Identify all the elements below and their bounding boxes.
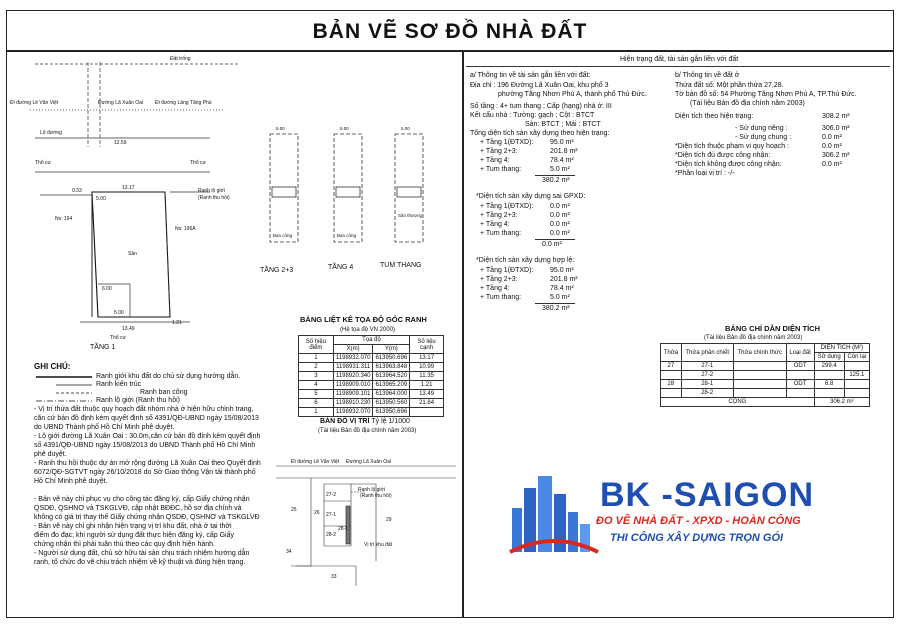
info-a-row-value: 5.0 m²: [550, 166, 570, 173]
info-a-row-value: 95.0 m²: [550, 267, 574, 274]
coords-row: [299, 390, 444, 399]
notes-line: Hồ Chí Minh phê duyệt.: [34, 478, 108, 485]
area-h-thua: Thửa: [661, 344, 682, 362]
area-cell: [814, 371, 844, 380]
label-ns194: Ns: 194: [55, 216, 73, 222]
dim-1349: 13.49: [122, 326, 135, 332]
brand-logo: [508, 468, 818, 556]
info-a-line: Tổng diện tích sàn xây dựng theo hiện trạng:: [470, 130, 610, 137]
loc-parcel-25: 25: [291, 507, 297, 513]
info-b-row-value: 0.0 m²: [822, 161, 842, 168]
info-a-row-label: + Tầng 2+3:: [480, 212, 518, 219]
label-tho-cu-1: Thổ cư: [35, 160, 51, 166]
info-a-row-value: 0.0 m²: [550, 230, 570, 237]
area-title: BẢNG CHỈ DẪN DIỆN TÍCH: [725, 324, 820, 333]
info-a-line: Kết cấu nhà : Tường: gạch ; Cột : BTCT: [470, 112, 595, 119]
info-a-row-label: + Tầng 2+3:: [480, 276, 518, 283]
area-total: 306.2 m²: [814, 398, 869, 407]
info-a-row-value: 0.0 m²: [550, 221, 570, 228]
area-cell: [786, 371, 814, 380]
site-plan: [10, 52, 460, 352]
coords-cell: 4: [299, 381, 334, 390]
tum-san-thuong: Sân thượng: [398, 213, 422, 218]
info-b-row-value: 308.2 m²: [822, 113, 850, 120]
area-cell: [733, 362, 786, 371]
legend-lines: [36, 373, 96, 409]
coords-cell: 13.49: [410, 390, 444, 399]
loc-scale: Tỷ lệ 1/1000: [371, 418, 410, 425]
area-cell: [661, 371, 682, 380]
info-a-total-rule: [535, 303, 575, 304]
info-a-row-label: + Tầng 4:: [480, 285, 510, 292]
coords-h-edge: Số liệu cạnh: [410, 336, 444, 354]
area-h-con-lai: Còn lại: [844, 353, 869, 362]
brand-buildings-icon: [508, 468, 600, 556]
label-tho-cu-2: Thổ cư: [190, 160, 206, 166]
info-a-total: 0.0 m²: [542, 241, 562, 248]
tum-width: 5.00: [401, 126, 410, 131]
loc-parcel-34: 34: [286, 549, 292, 555]
area-cell: [661, 389, 682, 398]
info-a-row-value: 95.0 m²: [550, 139, 574, 146]
info-b-row-label: - Sử dụng chung :: [735, 134, 792, 141]
dim-500: 5.00: [96, 196, 106, 202]
area-cell: 27-1: [681, 362, 733, 371]
coords-h-y: Y(m): [373, 345, 410, 354]
info-a-total: 380.2 m²: [542, 177, 570, 184]
info-a-total-rule: [535, 175, 575, 176]
area-row: [661, 389, 870, 398]
coords-cell: 613964.000: [373, 390, 410, 399]
info-a-row-value: 201.8 m²: [550, 148, 578, 155]
area-total-label: CỘNG: [661, 398, 815, 407]
notes-line: không có giá trị thay thế Giấy chứng nhận QSDĐ, QSHNƠ và TSKGLVĐ: [34, 514, 260, 521]
loc-source: (Tài liệu Bản đồ địa chính năm 2003): [318, 428, 417, 434]
label-tang1: TẦNG 1: [90, 344, 116, 351]
legend-1: Ranh giới khu đất do chủ sử dụng hướng dẫn.: [96, 373, 241, 380]
right-header-rule: [466, 66, 890, 67]
info-b-row-value: 0.0 m²: [822, 143, 842, 150]
notes-line: - Vị trí thửa đất thuộc quy hoạch đất nhóm nhà ở hiện hữu chỉnh trang,: [34, 406, 254, 413]
info-b-row-value: 0.0 m²: [822, 134, 842, 141]
dim-1317: 13.17: [122, 185, 135, 191]
notes-line: chứng nhận thì phải tuân thủ theo các quy định hiện hành.: [34, 541, 215, 548]
label-tum-thang: TUM THANG: [380, 262, 422, 269]
area-cell: 125.1: [844, 371, 869, 380]
info-a-block-title: *Diện tích sàn xây dựng hợp lệ:: [476, 257, 575, 264]
notes-line: - Lộ giới đường Lã Xuân Oai : 30.0m,căn cứ bản đồ đính kèm quyết định: [34, 433, 261, 440]
info-a-row-value: 0.0 m²: [550, 203, 570, 210]
coords-cell: 1198910.230: [333, 399, 373, 408]
coords-row: [299, 363, 444, 372]
info-a-row-label: + Tum thang:: [480, 230, 522, 237]
info-a-row-value: 78.4 m²: [550, 285, 574, 292]
area-h-dien-tich: DIỆN TÍCH (M²): [814, 344, 869, 353]
label-tang4: TẦNG 4: [328, 264, 354, 271]
info-a-row-label: + Tầng 1(ĐTXD):: [480, 139, 534, 146]
notes-line: căn cứ bản đồ định kèm quyết định số 4391/QĐ-UBND ngày 15/08/2013: [34, 415, 259, 422]
coords-row: [299, 354, 444, 363]
area-cell: 28: [661, 380, 682, 389]
notes-line: - Người sử dụng đất, chủ sở hữu tài sản chịu trách nhiệm hướng dẫn: [34, 550, 250, 557]
coords-h-point: Số hiệu điểm: [299, 336, 334, 354]
info-b-line: Thửa đất số: Một phần thửa 27,28.: [675, 82, 784, 89]
notes-line: - Ranh thu hồi thuộc dự án mở rộng đường Lã Xuân Oai theo Quyết định: [34, 460, 261, 467]
coords-cell: 613964.520: [373, 372, 410, 381]
label-lo-duong: Lộ đường: [40, 130, 62, 136]
coords-row: [299, 399, 444, 408]
label-san: Sân: [128, 251, 137, 257]
coords-cell: 5: [299, 390, 334, 399]
info-a-row-value: 78.4 m²: [550, 157, 574, 164]
area-row: [661, 380, 870, 389]
dim-1259: 12.59: [114, 140, 127, 146]
area-cell: [733, 380, 786, 389]
area-cell: [844, 389, 869, 398]
info-b-heading: b/ Thông tin về đất ở: [675, 72, 740, 79]
info-b-row-label: *Diện tích không được công nhận:: [675, 161, 782, 168]
loc-parcel-26: 26: [314, 510, 320, 516]
coords-h-toado: Tọa độ: [333, 336, 409, 345]
coords-cell: 1: [299, 354, 334, 363]
area-cell: [733, 371, 786, 380]
coords-cell: 1.21: [410, 381, 444, 390]
coords-subtitle: (Hệ tọa độ VN 2000): [340, 327, 396, 333]
info-b-row-label: *Diện tích thuộc phạm vi quy hoạch :: [675, 143, 790, 150]
dim-033: 0.33: [72, 188, 82, 194]
coords-table: [298, 335, 444, 417]
loc-thu-hoi: (Ranh thu hồi): [360, 493, 392, 499]
loc-title: [320, 418, 410, 427]
area-cell: [844, 380, 869, 389]
coords-cell: 11.35: [410, 372, 444, 381]
area-cell: [844, 362, 869, 371]
info-a-row-value: 5.0 m²: [550, 294, 570, 301]
coords-cell: [410, 408, 444, 417]
loc-vi-tri: Vị trí khu đất: [364, 542, 393, 548]
area-row: [661, 362, 870, 371]
area-h-su-dung: Sử dụng: [814, 353, 844, 362]
info-a-line: phường Tăng Nhơn Phú A, thành phố Thủ Đức.: [498, 91, 647, 98]
dim-500b: 5.00: [114, 310, 124, 316]
area-cell: 28-1: [681, 380, 733, 389]
coords-cell: 613950.696: [373, 408, 410, 417]
coords-cell: 613963.848: [373, 363, 410, 372]
legend-2: Ranh kiến trúc: [96, 381, 142, 388]
street-lang-tang-phu: Đi đường Làng Tăng Phú: [155, 100, 212, 106]
loc-parcel-272: 27-2: [326, 492, 337, 498]
info-a-line: Sàn: BTCT ; Mái : BTCT: [525, 121, 601, 128]
area-cell: 299.4: [814, 362, 844, 371]
area-h-loai-dat: Loại đất: [786, 344, 814, 362]
coords-row: [299, 408, 444, 417]
coords-row: [299, 372, 444, 381]
info-b-row-value: 306.2 m²: [822, 152, 850, 159]
street-le-xuan-oai: Đường Lã Xuân Oai: [98, 100, 143, 106]
area-cell: [786, 389, 814, 398]
notes-line: do UBND Thành phố Hồ Chí Minh phê duyệt.: [34, 424, 175, 431]
info-a-row-value: 201.8 m²: [550, 276, 578, 283]
info-b-row-label: - Sử dụng riêng :: [735, 125, 788, 132]
area-h-chinh-thuc: Thửa chính thức: [733, 344, 786, 362]
center-divider: [462, 51, 464, 618]
info-a-row-label: + Tầng 1(ĐTXD):: [480, 267, 534, 274]
coords-cell: 613950.560: [373, 399, 410, 408]
t23-width: 5.00: [276, 126, 285, 131]
info-a-row-label: + Tầng 2+3:: [480, 148, 518, 155]
legend-4: Ranh lộ giới (Ranh thu hồi): [96, 397, 180, 404]
coords-cell: 6: [299, 399, 334, 408]
page-title: BẢN VẼ SƠ ĐỒ NHÀ ĐẤT: [312, 20, 588, 43]
coords-cell: 2: [299, 363, 334, 372]
area-cell: 27: [661, 362, 682, 371]
info-a-block-title: *Diện tích sàn xây dựng sai GPXD:: [476, 193, 586, 200]
info-a-line: Địa chỉ : 196 Đường Lã Xuân Oai, khu phố 3: [470, 82, 609, 89]
label-ranh-lo-gioi: Ranh lộ giới: [198, 188, 225, 194]
area-cell: 28-2: [681, 389, 733, 398]
right-header: Hiện trạng đất, tài sản gắn liền với đất: [620, 56, 739, 63]
area-cell: ODT: [786, 362, 814, 371]
dim-121: 1.21: [172, 320, 182, 326]
info-a-total: 380.2 m²: [542, 305, 570, 312]
label-ns196a: Ns: 196A: [175, 226, 196, 232]
loc-parcel-33: 33: [331, 574, 337, 580]
coords-row: [299, 381, 444, 390]
coords-cell: 613965.209: [373, 381, 410, 390]
coords-cell: 1: [299, 408, 334, 417]
label-tho-cu-3: Thổ cư: [110, 335, 126, 341]
street-le-van-viet: Đi đường Lê Văn Việt: [10, 100, 59, 106]
info-b-line: (Tài liệu Bản đồ địa chính năm 2003): [690, 100, 805, 107]
notes-line: phê duyệt.: [34, 451, 67, 458]
info-a-row-label: + Tầng 4:: [480, 157, 510, 164]
label-tang23: TẦNG 2+3: [260, 267, 294, 274]
coords-h-x: X(m): [333, 345, 373, 354]
coords-cell: 613950.696: [373, 354, 410, 363]
info-b-row-value: 306.0 m²: [822, 125, 850, 132]
info-b-row-label: Diện tích theo hiện trạng:: [675, 113, 754, 120]
coords-cell: 1198909.010: [333, 381, 373, 390]
notes-line: - Bản vẽ này chỉ phục vụ cho công tác đăng ký, cấp Giấy chứng nhận: [34, 496, 250, 503]
loc-parcel-29: 29: [386, 517, 392, 523]
notes-line: 6072/QĐ-SGTVT ngày 26/10/2018 do Sở Giao thông Vận tải thành phố: [34, 469, 256, 476]
area-cell: ODT: [786, 380, 814, 389]
notes-line: số 4391/QĐ-UBND ngày 15/08/2013 do UBND Thành phố Hồ Chí Minh: [34, 442, 256, 449]
location-map: [276, 436, 456, 586]
coords-cell: 1198932.070: [333, 354, 373, 363]
brand-name: BK -SAIGON: [600, 476, 814, 514]
loc-ranh: Ranh lộ giới: [358, 487, 385, 493]
info-b-row-label: *Diện tích đủ được công nhận:: [675, 152, 771, 159]
notes-line: - Bản vẽ này chỉ ghi nhận hiện trạng vị trí khu đất, nhà ở tại thời: [34, 523, 232, 530]
coords-cell: 3: [299, 372, 334, 381]
t4-ban-cong: Ban công: [337, 233, 357, 238]
t4-width: 5.00: [340, 126, 349, 131]
info-a-row-value: 0.0 m²: [550, 212, 570, 219]
loc-parcel-271: 27-1: [326, 512, 337, 518]
legend-3: Ranh ban công: [140, 389, 188, 396]
brand-line2: THI CÔNG XÂY DỰNG TRỌN GÓI: [610, 532, 784, 544]
label-ranh-thu-hoi: (Ranh thu hồi): [198, 195, 230, 201]
info-a-row-label: + Tầng 1(ĐTXD):: [480, 203, 534, 210]
coords-cell: 1198931.311: [333, 363, 373, 372]
notes-heading: GHI CHÚ:: [34, 362, 71, 371]
info-a-row-label: + Tum thang:: [480, 166, 522, 173]
dim-600: 6.00: [102, 286, 112, 292]
notes-line: QSDĐ, QSHNƠ và TSKGLVĐ, cập nhật BĐĐC, hồ sơ địa chính và: [34, 505, 242, 512]
coords-cell: 13.17: [410, 354, 444, 363]
loc-parcel-282: 28-2: [326, 532, 337, 538]
info-b-line: Tờ bản đồ số: 54 Phường Tăng Nhơn Phú A, TP.Thủ Đức.: [675, 91, 857, 98]
coords-cell: 1198932.070: [333, 408, 373, 417]
loc-parcel-281: 28-1: [338, 526, 349, 532]
coords-cell: 10.99: [410, 363, 444, 372]
area-subtitle: (Tài liệu Bản đồ địa chính năm 2003): [704, 335, 803, 341]
brand-line1: ĐO VẼ NHÀ ĐẤT - XPXD - HOÀN CÔNG: [596, 515, 801, 527]
info-a-total-rule: [535, 239, 575, 240]
coords-cell: 1198909.101: [333, 390, 373, 399]
coords-title: BẢNG LIỆT KÊ TỌA ĐỘ GÓC RANH: [300, 315, 427, 324]
info-a-line: Số tầng : 4+ tum thang ; Cấp (hạng) nhà ở: III: [470, 103, 612, 110]
area-cell: 27-2: [681, 371, 733, 380]
area-cell: [733, 389, 786, 398]
coords-cell: 1198920.340: [333, 372, 373, 381]
info-a-row-label: + Tum thang:: [480, 294, 522, 301]
notes-line: ranh, tổ chức đo vẽ chịu trách nhiệm về kỹ thuật và đúng hiện trạng.: [34, 559, 246, 566]
info-a-heading: a/ Thông tin về tài sản gắn liền với đất:: [470, 72, 591, 79]
info-b-row-label: *Phân loại vị trí : -/-: [675, 170, 735, 177]
area-h-phan-chiet: Thửa phân chiết: [681, 344, 733, 362]
t23-ban-cong: Ban công: [273, 233, 293, 238]
area-cell: [814, 389, 844, 398]
area-cell: 6.8: [814, 380, 844, 389]
loc-street-1: Đi đường Lê Văn Việt: [291, 459, 340, 465]
loc-title-text: BẢN ĐỒ VỊ TRÍ: [320, 418, 370, 425]
info-a-row-label: + Tầng 4:: [480, 221, 510, 228]
area-row: [661, 371, 870, 380]
loc-street-2: Đường Lã Xuân Oai: [346, 459, 391, 465]
notes-line: điểm đo đạc; khi người sử dụng đất thực hiện đăng ký, cấp Giấy: [34, 532, 234, 539]
coords-cell: 21.84: [410, 399, 444, 408]
area-table: [660, 343, 870, 407]
street-top: Đất trống: [170, 56, 191, 62]
